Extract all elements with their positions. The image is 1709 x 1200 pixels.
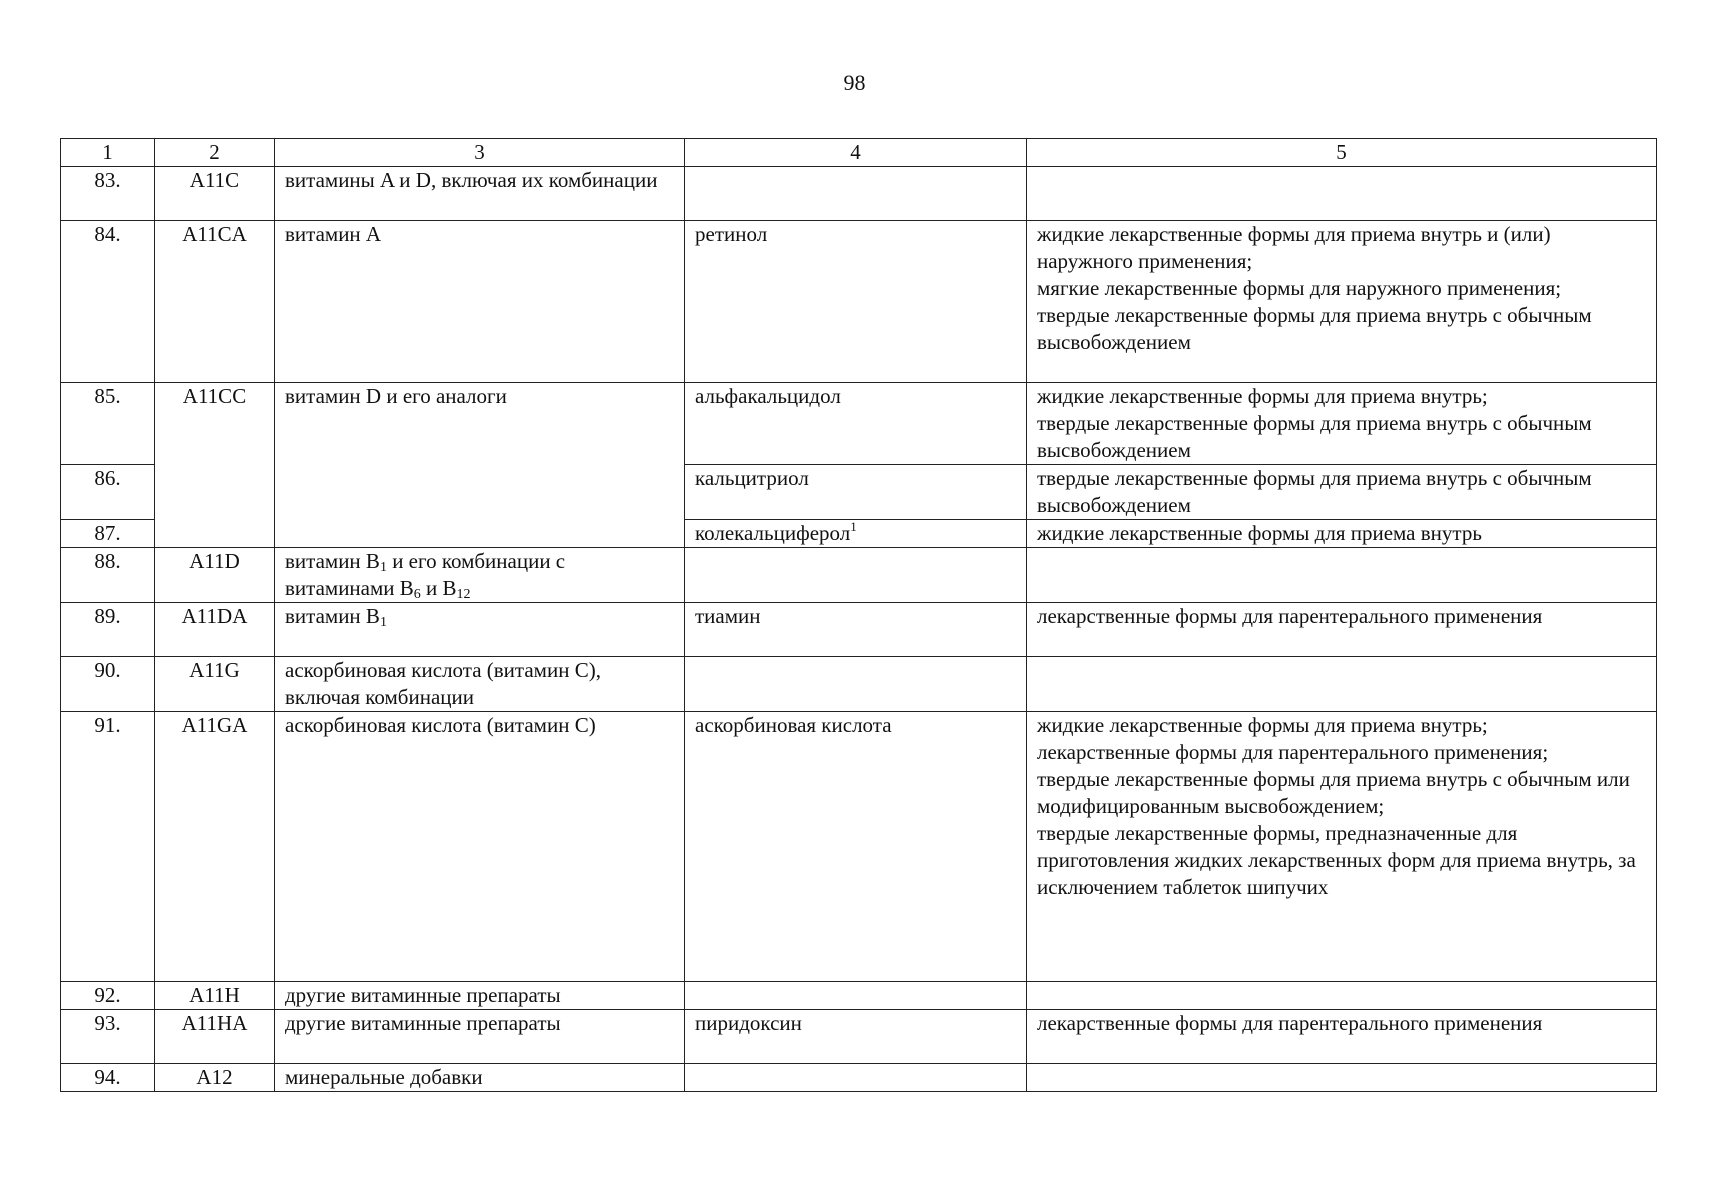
row-number: 89. <box>61 603 155 657</box>
row-number: 90. <box>61 657 155 712</box>
atc-code: A11H <box>155 982 275 1010</box>
group-name: витамин D и его аналоги <box>275 383 685 548</box>
dosage-forms <box>1027 1064 1657 1092</box>
atc-code: A11C <box>155 167 275 221</box>
dosage-forms <box>1027 603 1657 657</box>
substance-name <box>685 982 1027 1010</box>
dosage-forms <box>1027 712 1657 982</box>
dosage-form: твердые лекарственные формы, предназначенные для приготовления жидких лекарственных форм для приема внутрь, за исключением таблеток шипучих <box>1037 821 1636 899</box>
dosage-form: жидкие лекарственные формы для приема внутрь <box>1037 521 1482 545</box>
dosage-form: лекарственные формы для парентерального применения <box>1037 604 1543 628</box>
substance-name <box>685 657 1027 712</box>
substance-name <box>685 167 1027 221</box>
row-number: 85. <box>61 383 155 465</box>
dosage-forms <box>1027 465 1657 520</box>
header-row <box>61 139 1657 167</box>
dosage-forms <box>1027 1010 1657 1064</box>
table-row <box>61 383 1657 465</box>
dosage-form: лекарственные формы для парентерального применения; <box>1037 740 1549 764</box>
dosage-form: твердые лекарственные формы для приема внутрь с обычным высвобождением <box>1037 466 1592 517</box>
subscript: 6 <box>413 587 421 602</box>
group-name: другие витаминные препараты <box>275 982 685 1010</box>
drug-table <box>60 138 1657 1092</box>
dosage-form: мягкие лекарственные формы для наружного применения; <box>1037 276 1562 300</box>
group-name <box>275 548 685 603</box>
table-row <box>61 657 1657 712</box>
col-header-4: 4 <box>685 139 1027 167</box>
substance-name: альфакальцидол <box>685 383 1027 465</box>
substance-name: пиридоксин <box>685 1010 1027 1064</box>
dosage-form: твердые лекарственные формы для приема внутрь с обычным высвобождением <box>1037 303 1592 354</box>
table-row <box>61 167 1657 221</box>
atc-code: A11G <box>155 657 275 712</box>
group-text: и B <box>420 576 457 600</box>
dosage-forms <box>1027 520 1657 548</box>
dosage-forms <box>1027 548 1657 603</box>
row-number: 88. <box>61 548 155 603</box>
col-header-1: 1 <box>61 139 155 167</box>
substance-name: тиамин <box>685 603 1027 657</box>
dosage-form: твердые лекарственные формы для приема внутрь с обычным высвобождением <box>1037 411 1592 462</box>
group-name: аскорбиновая кислота (витамин C) <box>275 712 685 982</box>
dosage-form: твердые лекарственные формы для приема внутрь с обычным или модифицированным высвобождением; <box>1037 767 1630 818</box>
subscript: 12 <box>456 587 471 602</box>
group-name: минеральные добавки <box>275 1064 685 1092</box>
dosage-forms <box>1027 221 1657 383</box>
dosage-forms <box>1027 657 1657 712</box>
atc-code: A11HA <box>155 1010 275 1064</box>
dosage-form: жидкие лекарственные формы для приема внутрь; <box>1037 384 1488 408</box>
atc-code: A11CA <box>155 221 275 383</box>
footnote-mark: 1 <box>850 519 857 534</box>
substance-name <box>685 520 1027 548</box>
table-row <box>61 982 1657 1010</box>
table-row <box>61 712 1657 982</box>
dosage-form: жидкие лекарственные формы для приема внутрь и (или) наружного применения; <box>1037 222 1551 273</box>
table-row <box>61 1010 1657 1064</box>
subscript: 1 <box>379 615 387 630</box>
dosage-forms <box>1027 383 1657 465</box>
table-row <box>61 603 1657 657</box>
row-number: 84. <box>61 221 155 383</box>
dosage-form: жидкие лекарственные формы для приема внутрь; <box>1037 713 1488 737</box>
table-row <box>61 1064 1657 1092</box>
row-number: 91. <box>61 712 155 982</box>
substance-name: ретинол <box>685 221 1027 383</box>
substance-text: колекальциферол <box>695 521 851 545</box>
row-number: 87. <box>61 520 155 548</box>
atc-code: A12 <box>155 1064 275 1092</box>
atc-code: A11GA <box>155 712 275 982</box>
row-number: 92. <box>61 982 155 1010</box>
page-number: 98 <box>843 70 866 95</box>
atc-code: A11DA <box>155 603 275 657</box>
group-name: аскорбиновая кислота (витамин C), включая комбинации <box>275 657 685 712</box>
table-row <box>61 221 1657 383</box>
group-name: витамин A <box>275 221 685 383</box>
dosage-form: лекарственные формы для парентерального применения <box>1037 1011 1543 1035</box>
group-name: другие витаминные препараты <box>275 1010 685 1064</box>
atc-code: A11CC <box>155 383 275 548</box>
atc-code: A11D <box>155 548 275 603</box>
substance-name: кальцитриол <box>685 465 1027 520</box>
row-number: 86. <box>61 465 155 520</box>
row-number: 93. <box>61 1010 155 1064</box>
substance-name <box>685 548 1027 603</box>
group-text: и его комбинации с витаминами B <box>285 549 566 600</box>
col-header-3: 3 <box>275 139 685 167</box>
row-number: 83. <box>61 167 155 221</box>
col-header-5: 5 <box>1027 139 1657 167</box>
dosage-forms <box>1027 167 1657 221</box>
substance-name <box>685 1064 1027 1092</box>
group-text: витамин B <box>285 549 380 573</box>
group-text: витамин B <box>285 604 380 628</box>
group-name: витамины A и D, включая их комбинации <box>275 167 685 221</box>
group-name <box>275 603 685 657</box>
subscript: 1 <box>379 560 387 575</box>
dosage-forms <box>1027 982 1657 1010</box>
table-row <box>61 548 1657 603</box>
substance-name: аскорбиновая кислота <box>685 712 1027 982</box>
col-header-2: 2 <box>155 139 275 167</box>
row-number: 94. <box>61 1064 155 1092</box>
